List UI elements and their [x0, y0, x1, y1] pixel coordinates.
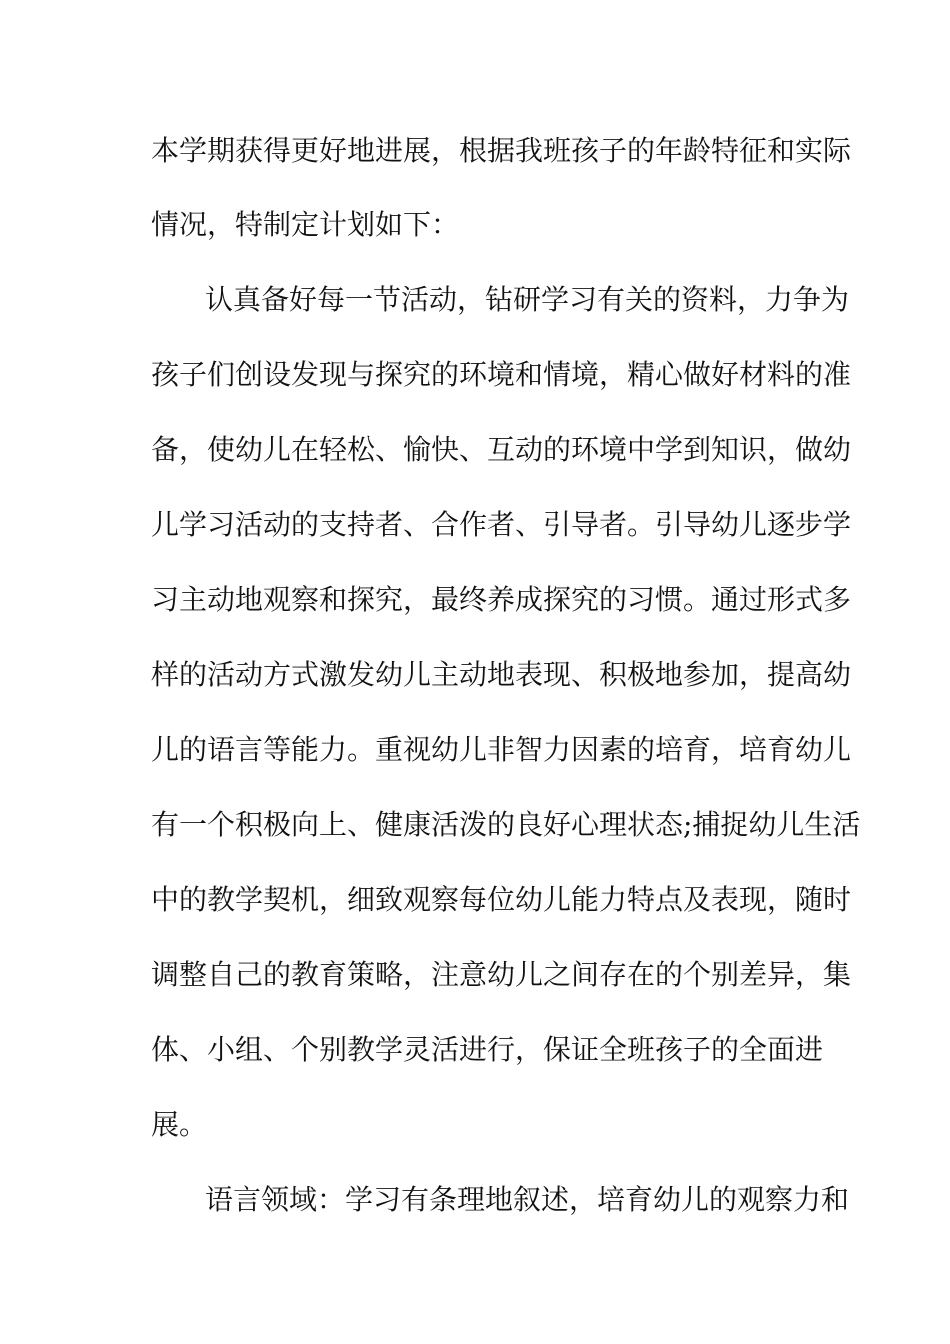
text-line: 样的活动方式激发幼儿主动地表现、积极地参加，提高幼 [151, 658, 852, 691]
text-line: 孩子们创设发现与探究的环境和情境，精心做好材料的准 [151, 358, 852, 391]
text-line: 儿学习活动的支持者、合作者、引导者。引导幼儿逐步学 [151, 508, 852, 541]
text-line: 习主动地观察和探究，最终养成探究的习惯。通过形式多 [151, 583, 852, 616]
text-line: 体、小组、个别教学灵活进行，保证全班孩子的全面进 [151, 1033, 824, 1066]
paragraph-first-line: 语言领域：学习有条理地叙述，培育幼儿的观察力和 [205, 1183, 850, 1216]
text-line: 中的教学契机，细致观察每位幼儿能力特点及表现，随时 [151, 883, 852, 916]
text-line: 情况，特制定计划如下： [151, 208, 460, 241]
paragraph-first-line: 认真备好每一节活动，钻研学习有关的资料，力争为 [205, 283, 850, 316]
text-line: 展。 [151, 1108, 208, 1141]
text-line: 有一个积极向上、健康活泼的良好心理状态;捕捉幼儿生活 [151, 808, 861, 841]
text-line: 备，使幼儿在轻松、愉快、互动的环境中学到知识，做幼 [151, 433, 852, 466]
text-line: 儿的语言等能力。重视幼儿非智力因素的培育，培育幼儿 [151, 733, 852, 766]
text-line: 调整自己的教育策略，注意幼儿之间存在的个别差异，集 [151, 958, 852, 991]
text-line: 本学期获得更好地进展，根据我班孩子的年龄特征和实际 [151, 134, 852, 167]
